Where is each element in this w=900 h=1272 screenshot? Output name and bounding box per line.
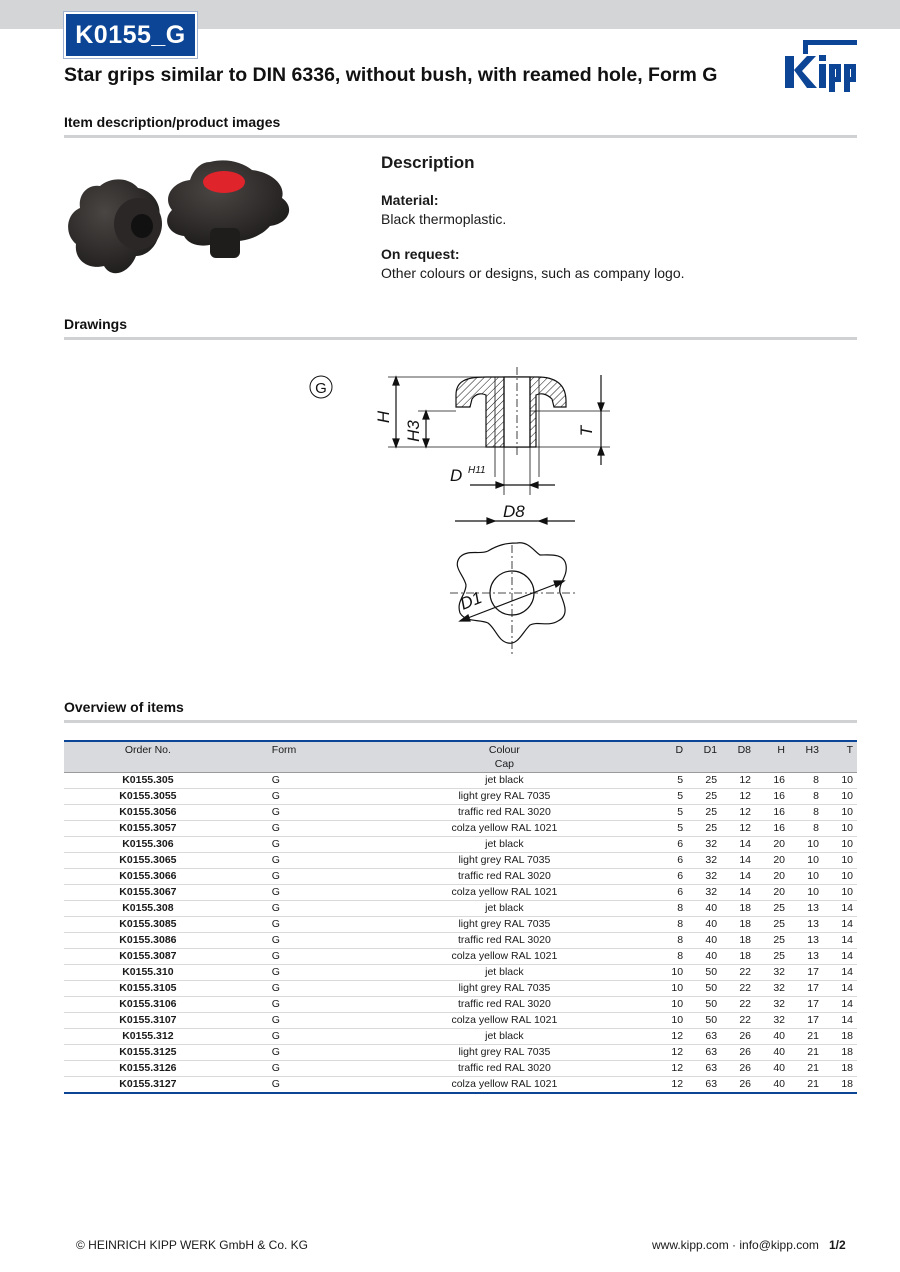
cell-h: 16 [755, 805, 789, 821]
cell-d1: 25 [687, 821, 721, 837]
cell-order-no: K0155.3107 [64, 1013, 232, 1029]
items-table [64, 740, 857, 1094]
cell-d8: 18 [721, 917, 755, 933]
table-row [64, 901, 857, 917]
description-block [381, 153, 851, 299]
dim-label-h3: H3 [404, 420, 423, 442]
cell-h3: 10 [789, 885, 823, 901]
cell-t: 10 [823, 853, 857, 869]
cell-d1: 32 [687, 885, 721, 901]
cell-h: 32 [755, 997, 789, 1013]
cell-d: 6 [653, 869, 687, 885]
table-row [64, 997, 857, 1013]
cell-order-no: K0155.3066 [64, 869, 232, 885]
section-item-description: Item description/product images [64, 114, 281, 130]
cell-h3: 13 [789, 949, 823, 965]
cell-order-no: K0155.3105 [64, 981, 232, 997]
section-rule [64, 135, 857, 138]
cell-d: 5 [653, 805, 687, 821]
cell-h: 32 [755, 981, 789, 997]
header-d1: D1 [687, 741, 721, 773]
cell-order-no: K0155.305 [64, 773, 232, 789]
table-row [64, 1045, 857, 1061]
table-row [64, 885, 857, 901]
cell-colour: traffic red RAL 3020 [356, 869, 653, 885]
table-row [64, 821, 857, 837]
cell-t: 18 [823, 1029, 857, 1045]
cell-colour: traffic red RAL 3020 [356, 805, 653, 821]
form-marker-label: G [315, 380, 327, 397]
side-section-view [388, 367, 610, 524]
cell-colour: jet black [356, 837, 653, 853]
dim-label-t: T [577, 425, 596, 437]
section-rule [64, 337, 857, 340]
cell-d1: 50 [687, 997, 721, 1013]
cell-colour: traffic red RAL 3020 [356, 933, 653, 949]
cell-d8: 26 [721, 1077, 755, 1094]
cell-form: G [232, 789, 356, 805]
footer-page-number: 1/2 [829, 1238, 846, 1252]
cell-order-no: K0155.3126 [64, 1061, 232, 1077]
cell-order-no: K0155.3127 [64, 1077, 232, 1094]
cell-d1: 63 [687, 1045, 721, 1061]
cell-h: 20 [755, 853, 789, 869]
section-rule [64, 720, 857, 723]
cell-order-no: K0155.3086 [64, 933, 232, 949]
cell-d8: 14 [721, 869, 755, 885]
cell-colour: light grey RAL 7035 [356, 789, 653, 805]
cell-t: 18 [823, 1077, 857, 1094]
table-row [64, 805, 857, 821]
cell-d8: 12 [721, 773, 755, 789]
cell-h: 20 [755, 869, 789, 885]
cell-t: 10 [823, 837, 857, 853]
cell-h: 32 [755, 1013, 789, 1029]
on-request-text: Other colours or designs, such as company logo. [381, 265, 685, 281]
cell-t: 10 [823, 885, 857, 901]
cell-h: 40 [755, 1029, 789, 1045]
cell-h3: 21 [789, 1045, 823, 1061]
cell-form: G [232, 1013, 356, 1029]
cell-t: 14 [823, 901, 857, 917]
table-row [64, 933, 857, 949]
cell-d1: 50 [687, 965, 721, 981]
table-row [64, 981, 857, 997]
header-colour-label: Colour [488, 744, 520, 756]
cell-order-no: K0155.310 [64, 965, 232, 981]
cell-form: G [232, 917, 356, 933]
cell-t: 10 [823, 821, 857, 837]
cell-h3: 13 [789, 933, 823, 949]
material-label: Material: [381, 192, 439, 208]
cell-h3: 8 [789, 789, 823, 805]
cell-h3: 10 [789, 837, 823, 853]
cell-d: 8 [653, 949, 687, 965]
cell-colour: light grey RAL 7035 [356, 917, 653, 933]
cell-h: 20 [755, 837, 789, 853]
cell-colour: light grey RAL 7035 [356, 981, 653, 997]
cell-d1: 63 [687, 1029, 721, 1045]
cell-d1: 25 [687, 773, 721, 789]
cell-t: 14 [823, 1013, 857, 1029]
cell-order-no: K0155.3125 [64, 1045, 232, 1061]
cell-d8: 12 [721, 805, 755, 821]
cell-d1: 40 [687, 901, 721, 917]
cell-order-no: K0155.3055 [64, 789, 232, 805]
cell-h3: 8 [789, 805, 823, 821]
cell-form: G [232, 773, 356, 789]
cell-order-no: K0155.3065 [64, 853, 232, 869]
cell-d8: 22 [721, 997, 755, 1013]
cell-d8: 14 [721, 837, 755, 853]
cell-form: G [232, 837, 356, 853]
page-title: Star grips similar to DIN 6336, without bush, with reamed hole, Form G [64, 64, 718, 86]
cell-d8: 18 [721, 901, 755, 917]
cell-d8: 22 [721, 965, 755, 981]
cell-d: 10 [653, 981, 687, 997]
cell-t: 10 [823, 789, 857, 805]
cell-form: G [232, 1029, 356, 1045]
cell-colour: light grey RAL 7035 [356, 853, 653, 869]
cell-form: G [232, 997, 356, 1013]
cell-d8: 22 [721, 1013, 755, 1029]
cell-h3: 17 [789, 981, 823, 997]
dim-label-d8: D8 [503, 502, 525, 521]
cell-colour: jet black [356, 1029, 653, 1045]
table-row [64, 869, 857, 885]
header-t: T [823, 741, 857, 773]
cell-h: 25 [755, 933, 789, 949]
cell-t: 14 [823, 965, 857, 981]
cell-h: 16 [755, 773, 789, 789]
cell-d1: 32 [687, 869, 721, 885]
cell-d: 10 [653, 997, 687, 1013]
cell-t: 10 [823, 805, 857, 821]
table-row [64, 1013, 857, 1029]
section-drawings: Drawings [64, 316, 128, 332]
table-row [64, 773, 857, 789]
cell-h3: 17 [789, 997, 823, 1013]
cell-t: 14 [823, 933, 857, 949]
cell-h3: 21 [789, 1061, 823, 1077]
cell-colour: colza yellow RAL 1021 [356, 885, 653, 901]
cell-form: G [232, 965, 356, 981]
cell-t: 10 [823, 869, 857, 885]
header-form: Form [232, 741, 356, 773]
cell-h: 16 [755, 821, 789, 837]
cell-t: 14 [823, 981, 857, 997]
cell-d1: 40 [687, 933, 721, 949]
cell-d8: 26 [721, 1061, 755, 1077]
cell-d1: 25 [687, 805, 721, 821]
cell-order-no: K0155.3087 [64, 949, 232, 965]
technical-drawing [290, 345, 630, 680]
cell-d8: 18 [721, 949, 755, 965]
cell-d: 5 [653, 773, 687, 789]
cell-form: G [232, 853, 356, 869]
cell-order-no: K0155.3067 [64, 885, 232, 901]
section-overview: Overview of items [64, 699, 184, 715]
table-row [64, 965, 857, 981]
cell-d: 6 [653, 837, 687, 853]
cell-order-no: K0155.3057 [64, 821, 232, 837]
cell-d8: 14 [721, 853, 755, 869]
header-colour-sub: Cap [494, 758, 515, 770]
cell-form: G [232, 901, 356, 917]
cell-form: G [232, 869, 356, 885]
table-row [64, 949, 857, 965]
cell-h: 25 [755, 917, 789, 933]
cell-colour: colza yellow RAL 1021 [356, 1013, 653, 1029]
cell-t: 14 [823, 917, 857, 933]
cell-d: 6 [653, 853, 687, 869]
cell-d1: 40 [687, 949, 721, 965]
header-d8: D8 [721, 741, 755, 773]
cell-h3: 13 [789, 917, 823, 933]
cell-colour: colza yellow RAL 1021 [356, 1077, 653, 1094]
cell-order-no: K0155.312 [64, 1029, 232, 1045]
cell-form: G [232, 805, 356, 821]
cell-form: G [232, 1045, 356, 1061]
cell-colour: traffic red RAL 3020 [356, 1061, 653, 1077]
star-grip-side-icon [68, 179, 162, 273]
table-row [64, 1061, 857, 1077]
header-d: D [653, 741, 687, 773]
product-images [60, 148, 328, 293]
cell-colour: traffic red RAL 3020 [356, 997, 653, 1013]
dim-label-h: H [374, 410, 393, 424]
table-row [64, 837, 857, 853]
table-header-row [64, 741, 857, 773]
cell-d1: 40 [687, 917, 721, 933]
cell-d1: 32 [687, 853, 721, 869]
cell-d8: 22 [721, 981, 755, 997]
cell-d8: 12 [721, 789, 755, 805]
cell-form: G [232, 933, 356, 949]
cell-h3: 21 [789, 1029, 823, 1045]
cell-form: G [232, 885, 356, 901]
table-row [64, 853, 857, 869]
cell-d: 10 [653, 965, 687, 981]
cell-h: 16 [755, 789, 789, 805]
cell-h3: 17 [789, 965, 823, 981]
cell-t: 14 [823, 997, 857, 1013]
cell-d: 8 [653, 901, 687, 917]
cell-h: 40 [755, 1077, 789, 1094]
product-code-badge: K0155_G [64, 12, 197, 58]
dim-label-d: D [450, 466, 463, 485]
header-h3: H3 [789, 741, 823, 773]
cell-colour: jet black [356, 901, 653, 917]
cell-d1: 63 [687, 1061, 721, 1077]
cell-form: G [232, 1077, 356, 1094]
star-grip-red-cap-icon [167, 160, 289, 258]
cell-h3: 8 [789, 773, 823, 789]
cell-h: 40 [755, 1061, 789, 1077]
cell-d: 8 [653, 933, 687, 949]
cell-colour: colza yellow RAL 1021 [356, 949, 653, 965]
cell-d1: 50 [687, 981, 721, 997]
on-request-label: On request: [381, 246, 460, 262]
cell-h: 25 [755, 901, 789, 917]
table-row [64, 1029, 857, 1045]
cell-d: 12 [653, 1077, 687, 1094]
cell-h: 20 [755, 885, 789, 901]
dim-label-d1: D1 [457, 587, 485, 614]
cell-d8: 18 [721, 933, 755, 949]
cell-colour: colza yellow RAL 1021 [356, 821, 653, 837]
cell-h: 40 [755, 1045, 789, 1061]
cell-h: 25 [755, 949, 789, 965]
cell-colour: jet black [356, 773, 653, 789]
cell-h3: 8 [789, 821, 823, 837]
material-text: Black thermoplastic. [381, 211, 507, 227]
cell-d8: 26 [721, 1045, 755, 1061]
header-colour [356, 741, 653, 773]
cell-h3: 10 [789, 869, 823, 885]
cell-t: 14 [823, 949, 857, 965]
cell-d: 6 [653, 885, 687, 901]
table-row [64, 789, 857, 805]
cell-d8: 26 [721, 1029, 755, 1045]
cell-order-no: K0155.306 [64, 837, 232, 853]
table-row [64, 917, 857, 933]
cell-h3: 21 [789, 1077, 823, 1094]
cell-form: G [232, 1061, 356, 1077]
cell-d: 12 [653, 1045, 687, 1061]
cell-form: G [232, 949, 356, 965]
cell-order-no: K0155.3106 [64, 997, 232, 1013]
cell-d: 12 [653, 1061, 687, 1077]
cell-d: 12 [653, 1029, 687, 1045]
kipp-logo [783, 38, 859, 94]
cell-order-no: K0155.308 [64, 901, 232, 917]
header-h: H [755, 741, 789, 773]
cell-colour: light grey RAL 7035 [356, 1045, 653, 1061]
header-order-no: Order No. [64, 741, 232, 773]
cell-d: 10 [653, 1013, 687, 1029]
cell-order-no: K0155.3056 [64, 805, 232, 821]
cell-d8: 12 [721, 821, 755, 837]
cell-form: G [232, 821, 356, 837]
cell-t: 10 [823, 773, 857, 789]
cell-d1: 25 [687, 789, 721, 805]
cell-d: 8 [653, 917, 687, 933]
cell-t: 18 [823, 1045, 857, 1061]
cell-h: 32 [755, 965, 789, 981]
footer-copyright: © HEINRICH KIPP WERK GmbH & Co. KG [76, 1238, 308, 1252]
cell-d1: 63 [687, 1077, 721, 1094]
cell-form: G [232, 981, 356, 997]
cell-order-no: K0155.3085 [64, 917, 232, 933]
cell-t: 18 [823, 1061, 857, 1077]
footer-contact[interactable]: www.kipp.com · info@kipp.com [652, 1238, 819, 1252]
cell-h3: 17 [789, 1013, 823, 1029]
cell-d1: 32 [687, 837, 721, 853]
description-heading: Description [381, 153, 475, 172]
dim-label-d-tolerance: H11 [468, 465, 486, 476]
cell-d8: 14 [721, 885, 755, 901]
cell-d: 5 [653, 789, 687, 805]
cell-colour: jet black [356, 965, 653, 981]
cell-d: 5 [653, 821, 687, 837]
cell-d1: 50 [687, 1013, 721, 1029]
table-row [64, 1077, 857, 1094]
cell-h3: 13 [789, 901, 823, 917]
cell-h3: 10 [789, 853, 823, 869]
